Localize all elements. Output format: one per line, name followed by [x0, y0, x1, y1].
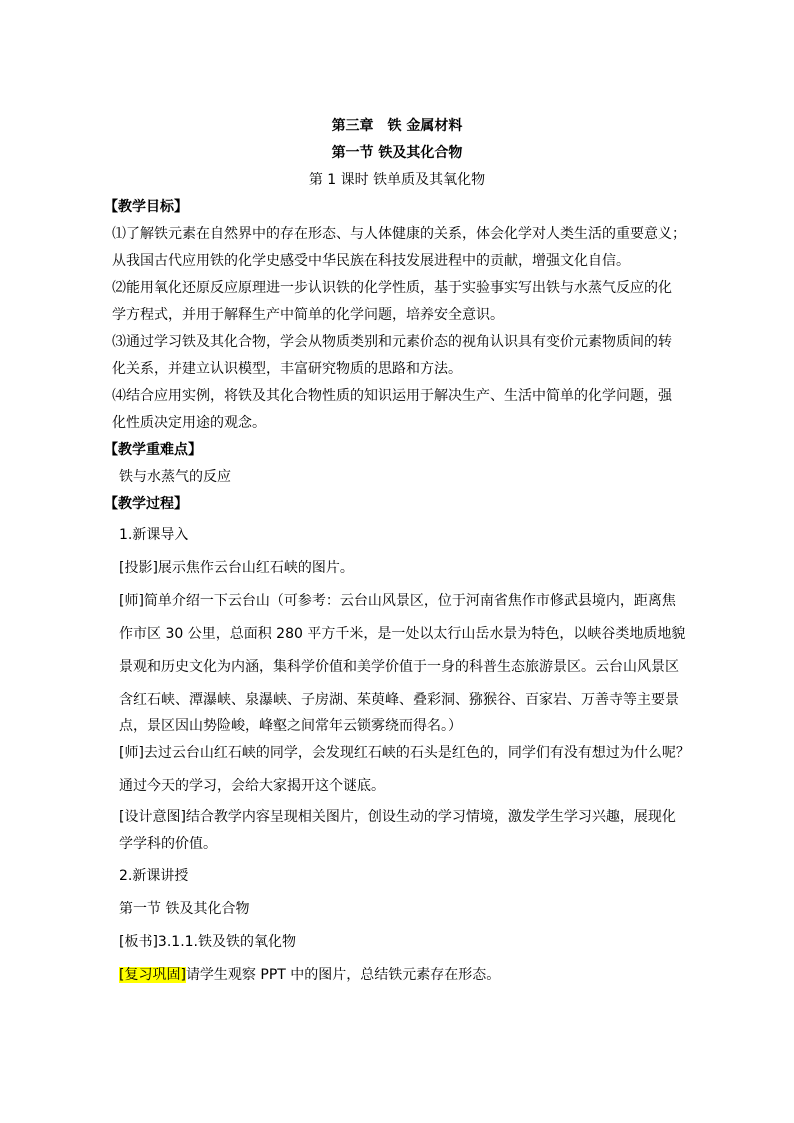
- chapter-title: 第三章 铁 金属材料: [331, 118, 463, 134]
- review-line: [119, 965, 500, 985]
- objective-line: ⑵能用氧化还原反应原理进一步认识铁的化学性质，基于实验事实写出铁与水蒸气反应的化: [112, 280, 672, 296]
- board-note: [板书]3.1.1.铁及铁的氧化物: [119, 934, 296, 950]
- step-heading: 1.新课导入: [119, 527, 189, 543]
- objective-line: ⑷结合应用实例，将铁及其化合物性质的知识运用于解决生产、生活中简单的化学问题，强: [112, 388, 672, 404]
- teacher-intro-line: 作市区 30 公里，总面积 280 平方千米，是一处以太行山岳水景为特色，以峡谷类地质地貌: [119, 626, 686, 642]
- design-intent-line: [设计意图]结合教学内容呈现相关图片，创设生动的学习情境，激发学生学习兴趣，展现化: [119, 809, 676, 825]
- teacher-intro-line: [师]简单介绍一下云台山（可参考：云台山风景区，位于河南省焦作市修武县境内，距离焦: [119, 593, 676, 609]
- objective-line: 化关系，并建立认识模型，丰富研究物质的思路和方法。: [112, 361, 462, 377]
- teacher-question-line: [师]去过云台山红石峡的同学，会发现红石峡的石头是红色的，同学们有没有想过为什么呢？: [119, 745, 690, 761]
- key-points-heading: 【教学重难点】: [104, 442, 202, 458]
- key-points-content: 铁与水蒸气的反应: [119, 469, 231, 485]
- subsection-title: 第一节 铁及其化合物: [119, 901, 250, 917]
- step-heading: 2.新课讲授: [119, 868, 189, 884]
- objective-line: 学方程式，并用于解释生产中简单的化学问题，培养安全意识。: [112, 307, 504, 323]
- review-tag: [复习巩固]: [119, 967, 186, 983]
- teacher-question-line: 通过今天的学习，会给大家揭开这个谜底。: [119, 778, 385, 794]
- review-text: 请学生观察 PPT 中的图片，总结铁元素存在形态。: [185, 967, 501, 983]
- objective-line: 化性质决定用途的观念。: [112, 415, 266, 431]
- lesson-title: 第 1 课时 铁单质及其氧化物: [308, 172, 486, 188]
- projection-note: [投影]展示焦作云台山红石峡的图片。: [119, 560, 354, 576]
- process-heading: 【教学过程】: [104, 496, 188, 512]
- section-title: 第一节 铁及其化合物: [331, 145, 463, 161]
- objective-line: 从我国古代应用铁的化学史感受中华民族在科技发展进程中的贡献，增强文化自信。: [112, 253, 630, 269]
- teacher-intro-line: 含红石峡、潭瀑峡、泉瀑峡、子房湖、茱萸峰、叠彩洞、猕猴谷、百家岩、万善寺等主要景: [119, 692, 679, 708]
- objective-line: ⑶通过学习铁及其化合物，学会从物质类别和元素价态的视角认识具有变价元素物质间的转: [112, 334, 672, 350]
- objectives-heading: 【教学目标】: [104, 199, 188, 215]
- teacher-intro-line: 景观和历史文化为内涵，集科学价值和美学价值于一身的科普生态旅游景区。云台山风景区: [119, 659, 679, 675]
- design-intent-line: 学学科的价值。: [119, 836, 217, 852]
- objective-line: ⑴了解铁元素在自然界中的存在形态、与人体健康的关系，体会化学对人类生活的重要意义；: [112, 226, 686, 242]
- teacher-intro-line: 点，景区因山势险峻，峰壑之间常年云锁雾绕而得名。）: [119, 718, 462, 734]
